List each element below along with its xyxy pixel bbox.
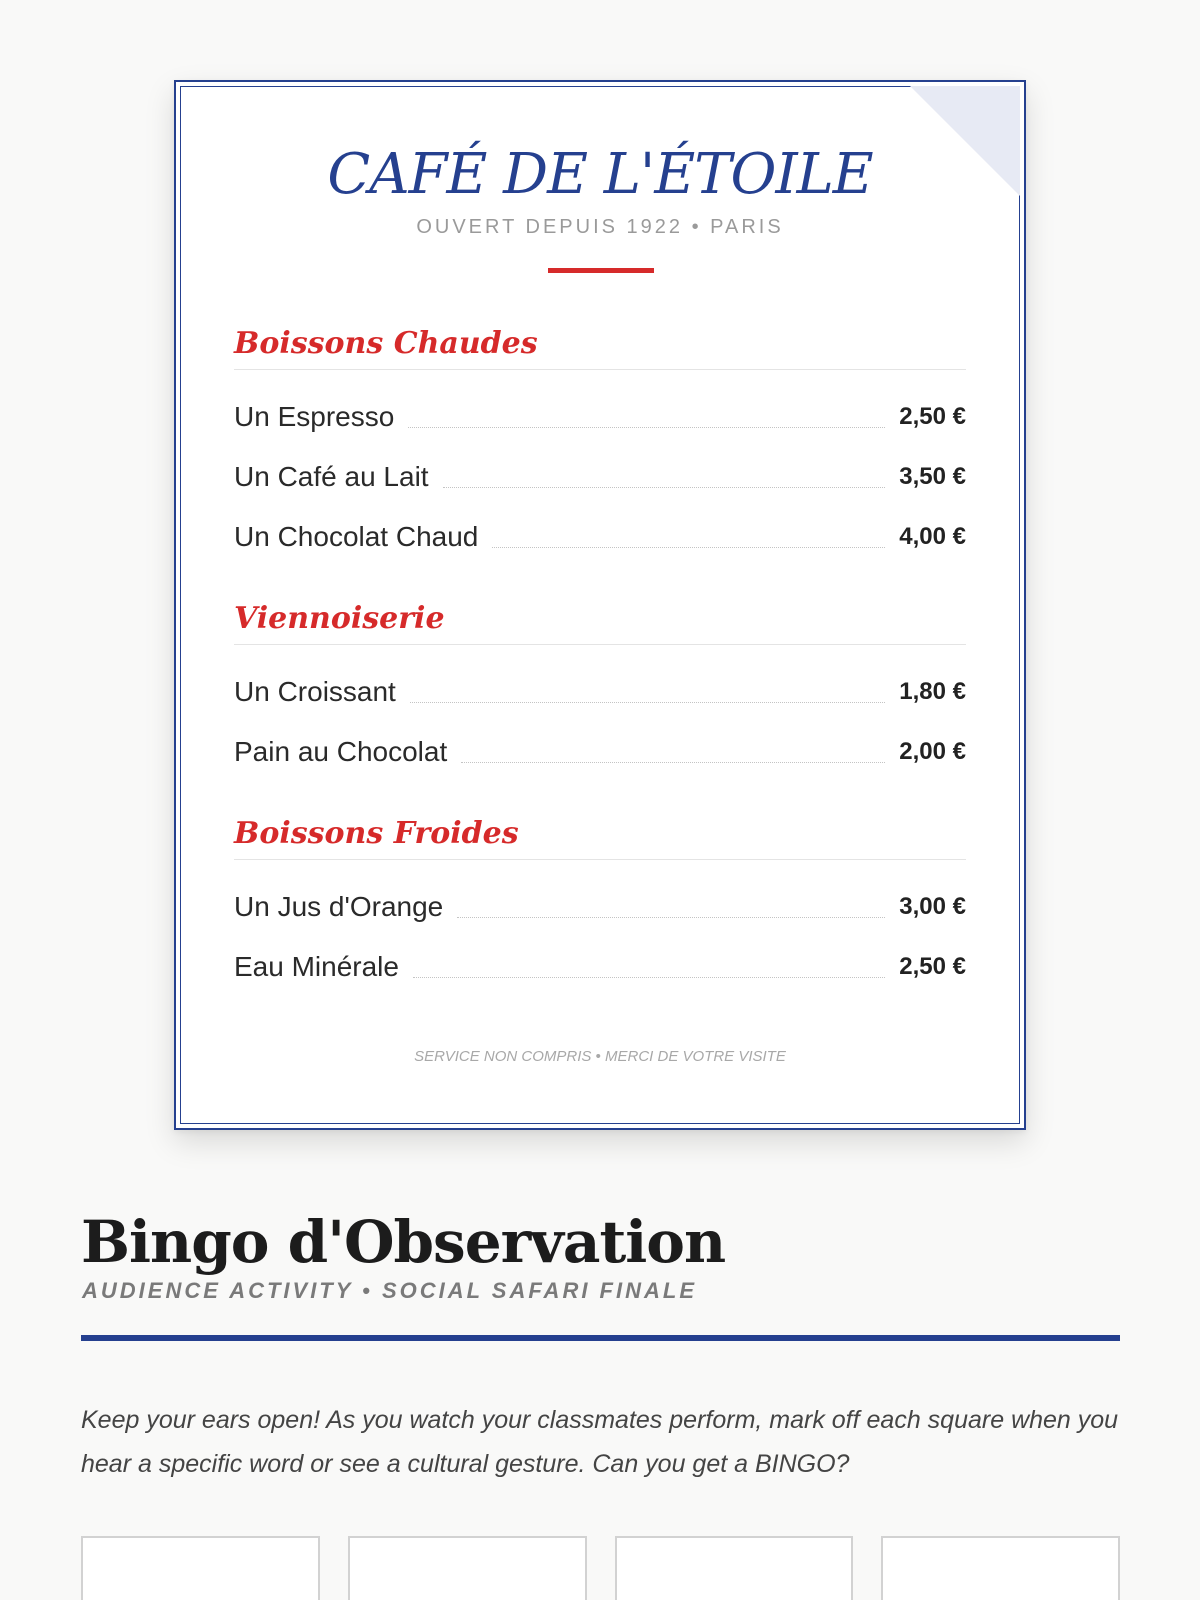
- item-price: 2,00 €: [899, 738, 966, 765]
- menu-title: CAFÉ DE L'ÉTOILE: [327, 142, 873, 207]
- dotted-leader: [457, 917, 885, 918]
- item-price: 2,50 €: [899, 403, 966, 430]
- section-heading-boissons-chaudes: Boissons Chaudes: [234, 326, 966, 370]
- item-name: Un Café au Lait: [234, 461, 429, 492]
- menu-item: [234, 733, 966, 769]
- bingo-cell[interactable]: [348, 1536, 587, 1600]
- bingo-subtitle: AUDIENCE ACTIVITY • SOCIAL SAFARI FINALE: [82, 1278, 697, 1303]
- menu-item: [234, 398, 966, 434]
- dotted-leader: [461, 762, 885, 763]
- menu-subtitle: OUVERT DEPUIS 1922 • PARIS: [416, 216, 784, 238]
- item-price: 4,00 €: [899, 523, 966, 550]
- item-price: 3,00 €: [899, 893, 966, 920]
- item-name: Eau Minérale: [234, 951, 399, 982]
- item-name: Un Jus d'Orange: [234, 891, 444, 922]
- item-name: Un Croissant: [234, 676, 396, 707]
- dotted-leader: [408, 427, 885, 428]
- bingo-cell[interactable]: [615, 1536, 854, 1600]
- title-divider: [548, 268, 654, 273]
- dotted-leader: [410, 702, 885, 703]
- bingo-cell[interactable]: [881, 1536, 1120, 1600]
- bingo-cell[interactable]: [81, 1536, 320, 1600]
- item-price: 2,50 €: [899, 953, 966, 980]
- bingo-grid: [81, 1536, 1120, 1600]
- bingo-divider: [81, 1335, 1120, 1341]
- dotted-leader: [492, 547, 885, 548]
- item-name: Pain au Chocolat: [234, 736, 448, 767]
- item-name: Un Chocolat Chaud: [234, 521, 479, 552]
- bingo-instructions: Keep your ears open! As you watch your classmates perform, mark off each square when you hear a specific word or see a cultural gesture. Can you get a BINGO?: [81, 1406, 1119, 1478]
- dotted-leader: [443, 487, 886, 488]
- menu-item: [234, 948, 966, 984]
- item-name: Un Espresso: [234, 401, 395, 432]
- menu-card: [174, 80, 1026, 1130]
- item-price: 3,50 €: [899, 463, 966, 490]
- item-price: 1,80 €: [899, 678, 966, 705]
- menu-item: [234, 673, 966, 709]
- section-heading-boissons-froides: Boissons Froides: [234, 816, 966, 860]
- bingo-title: Bingo d'Observation: [81, 1208, 726, 1276]
- menu-item: [234, 888, 966, 924]
- section-heading-viennoiserie: Viennoiserie: [234, 601, 966, 645]
- menu-item: [234, 518, 966, 554]
- menu-footer: SERVICE NON COMPRIS • MERCI DE VOTRE VISITE: [414, 1048, 786, 1065]
- menu-item: [234, 458, 966, 494]
- dotted-leader: [413, 977, 885, 978]
